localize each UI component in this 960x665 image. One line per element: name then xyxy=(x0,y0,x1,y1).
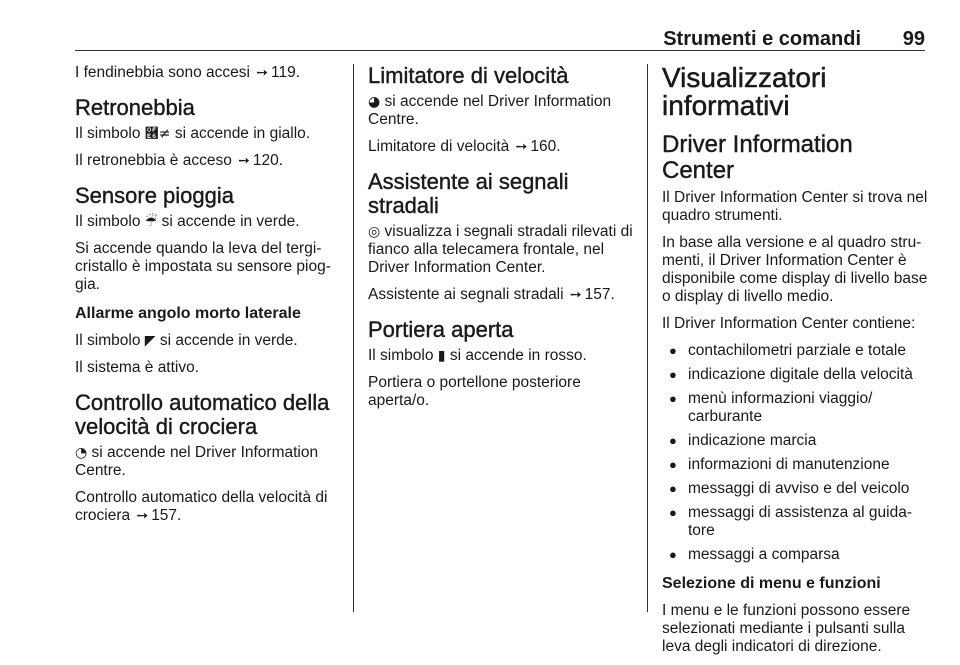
heading-rain-sensor: Sensore pioggia xyxy=(75,183,235,208)
section-title: Strumenti e comandi xyxy=(663,28,861,50)
heading-cruise-control: Controllo automatico della velocità di crociera xyxy=(75,390,330,439)
paragraph: Il simbolo ☔ si accende in verde. xyxy=(75,213,300,230)
blind-spot-icon: ◤ xyxy=(144,333,156,349)
paragraph: Assistente ai segnali stradali ➙ 157. xyxy=(368,286,615,303)
paragraph: In base alla versione e al quadro stru-menti, il Driver Information Center è disponibile come display di livello base o display di livello medio. xyxy=(662,234,928,305)
paragraph: I fendinebbia sono accesi ➙ 119. xyxy=(75,64,301,81)
rear-fog-lamp-icon: ࿦≠ xyxy=(144,126,171,142)
paragraph: Si accende quando la leva del tergi-cristallo è impostata su sensore piog-gia. xyxy=(75,240,331,293)
paragraph: Limitatore di velocità ➙ 160. xyxy=(368,138,561,155)
column-divider xyxy=(647,64,648,612)
heading-menu-selection: Selezione di menu e funzioni xyxy=(662,575,881,592)
paragraph: Il simbolo ▮ si accende in rosso. xyxy=(368,347,587,364)
heading-traffic-sign: Assistente ai segnali stradali xyxy=(368,169,569,218)
ref-arrow-icon: ➙ xyxy=(136,508,149,524)
paragraph: ◔ si accende nel Driver Information Centre. xyxy=(75,444,319,479)
page-ref-link[interactable]: 119. xyxy=(270,64,301,81)
paragraph: ◎ visualizza i segnali stradali rilevati di fianco alla telecamera frontale, nel Driver Information Center. xyxy=(368,223,633,276)
door-open-icon: ▮ xyxy=(437,348,446,364)
heading-door-open: Portiera aperta xyxy=(368,317,514,342)
list-item: ● messaggi di assistenza al guida-tore xyxy=(662,504,930,540)
paragraph: ◕ si accende nel Driver Information Centre. xyxy=(368,93,612,128)
paragraph: Il simbolo ࿦≠ si accende in giallo. xyxy=(75,125,311,142)
page-header xyxy=(75,0,925,51)
traffic-sign-icon: ◎ xyxy=(368,224,381,240)
list-item: ● indicazione marcia xyxy=(662,432,930,450)
page-ref-link[interactable]: 160. xyxy=(530,138,561,155)
list-item: ● messaggi a comparsa xyxy=(662,546,930,564)
paragraph: Il sistema è attivo. xyxy=(75,359,200,376)
list-item: ● contachilometri parziale e totale xyxy=(662,342,930,360)
heading-driver-info-center: Driver Information Center xyxy=(662,131,853,184)
ref-arrow-icon: ➙ xyxy=(238,153,250,169)
column-3 xyxy=(662,64,930,665)
paragraph: Il simbolo ◤ si accende in verde. xyxy=(75,332,298,349)
ref-arrow-icon: ➙ xyxy=(515,139,528,155)
list-item: ● messaggi di avviso e del veicolo xyxy=(662,480,930,498)
heading-blind-spot: Allarme angolo morto laterale xyxy=(75,305,301,322)
column-2 xyxy=(368,64,633,419)
heading-speed-limiter: Limitatore di velocità xyxy=(368,63,569,88)
heading-info-displays: Visualizzatori informativi xyxy=(662,62,827,121)
page-ref-link[interactable]: 157. xyxy=(584,286,615,303)
paragraph: I menu e le funzioni possono essere selezionati mediante i pulsanti sulla leva degli indicatori di direzione. xyxy=(662,602,911,655)
column-1 xyxy=(75,64,341,534)
ref-arrow-icon: ➙ xyxy=(569,287,582,303)
speed-limiter-icon: ◕ xyxy=(368,94,381,110)
paragraph: Controllo automatico della velocità di crociera ➙ 157. xyxy=(75,489,328,524)
paragraph: Portiera o portellone posteriore aperta/o. xyxy=(368,374,581,409)
page-ref-link[interactable]: 120. xyxy=(252,152,284,169)
ref-arrow-icon: ➙ xyxy=(256,65,268,81)
list-item: ● menù informazioni viaggio/ carburante xyxy=(662,390,930,426)
feature-list xyxy=(662,342,930,564)
page-number: 99 xyxy=(902,28,925,50)
list-item: ● indicazione digitale della velocità xyxy=(662,366,930,384)
cruise-control-icon: ◔ xyxy=(75,445,88,461)
rain-sensor-icon: ☔ xyxy=(144,214,158,230)
paragraph: Il retronebbia è acceso ➙ 120. xyxy=(75,152,284,169)
heading-rear-fog: Retronebbia xyxy=(75,95,195,120)
paragraph: Il Driver Information Center contiene: xyxy=(662,315,916,332)
paragraph: Il Driver Information Center si trova nel quadro strumenti. xyxy=(662,189,928,224)
column-divider xyxy=(353,64,354,612)
page-ref-link[interactable]: 157. xyxy=(151,507,182,524)
list-item: ● informazioni di manutenzione xyxy=(662,456,930,474)
